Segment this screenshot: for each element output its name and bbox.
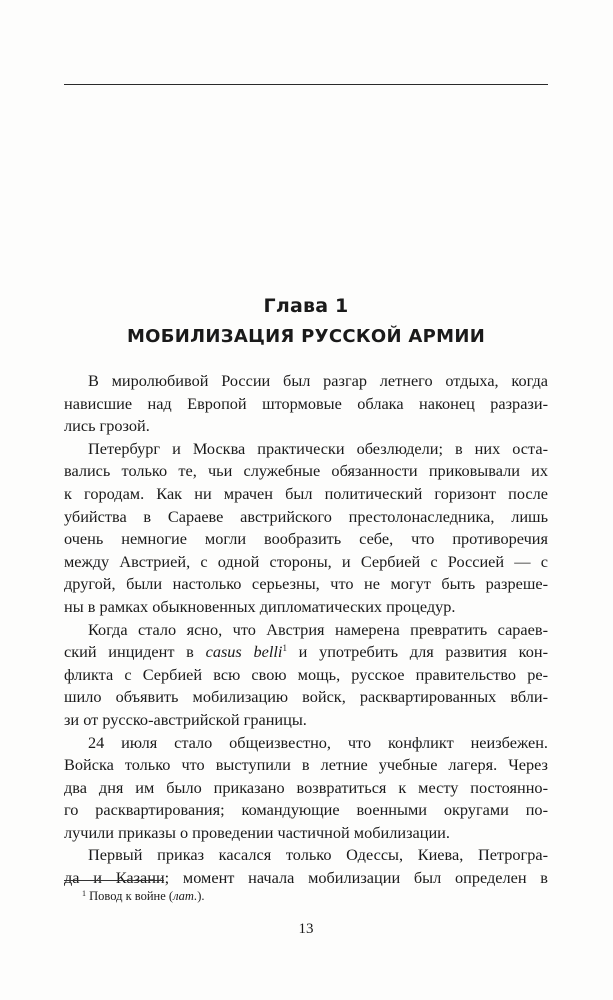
footnote-marker: 1	[82, 889, 86, 898]
text-line: да и Казани; момент начала мобилизации был определен в	[64, 868, 548, 888]
text-line: Первый приказ касался только Одессы, Киева, Петрогра-	[88, 845, 548, 865]
paragraph-4	[64, 732, 548, 845]
text-line: фликта с Сербией всю свою мощь, русское правительство ре-	[64, 664, 548, 684]
text-line: шило объявить мобилизацию войск, расквартированных вбли-	[64, 687, 548, 707]
text-line: ны в рамках обыкновенных дипломатических процедур.	[64, 596, 456, 616]
text-line: лись грозой.	[64, 416, 150, 436]
chapter-title: МОБИЛИЗАЦИЯ РУССКОЙ АРМИИ	[126, 326, 486, 347]
text-line: вались только те, чьи служебные обязанности приковывали их	[64, 461, 548, 481]
paragraph-2	[64, 438, 548, 619]
text-line: В миролюбивой России был разгар летнего отдыха, когда	[88, 371, 548, 390]
text-line: убийства в Сараеве австрийского престолонаследника, лишь	[64, 506, 548, 526]
text-line: лучили приказы о проведении частичной мобилизации.	[64, 822, 450, 842]
text-line: очень немногие могли вообразить себе, что противоречия	[64, 529, 548, 549]
text-line: между Австрией, с одной стороны, и Сербией с Россией — с	[64, 551, 548, 571]
text-line: к городам. Как ни мрачен был политический горизонт после	[64, 483, 548, 503]
footnote-reference[interactable]: 1	[282, 643, 287, 654]
paragraph-1	[64, 370, 548, 438]
text-line: нависшие над Европой штормовые облака наконец разрази-	[64, 393, 548, 413]
text-line: зи от русско-австрийской границы.	[64, 709, 307, 729]
text-line: Войска только что выступили в летние учебные лагеря. Через	[64, 755, 548, 775]
text-line: другой, были настолько серьезны, что не могут быть разреше-	[64, 574, 548, 594]
latin-term: casus belli	[205, 642, 283, 662]
paragraph-3	[64, 619, 548, 732]
header-rule	[64, 84, 548, 85]
text-line: го расквартирования; командующие военными округами по-	[64, 800, 548, 820]
footnote-rule	[64, 880, 164, 881]
footnote	[64, 888, 548, 904]
text-line: 24 июля стало общеизвестно, что конфликт неизбежен.	[88, 732, 548, 752]
footnote-text-end: ).	[197, 889, 205, 903]
footnote-text: Повод к войне (	[86, 889, 174, 903]
text-line: два дня им было приказано возвратиться к месту постоянно-	[64, 777, 548, 797]
text-fragment: ский инцидент в	[64, 642, 206, 662]
chapter-number: Глава 1	[263, 295, 349, 317]
paragraph-5	[64, 844, 548, 889]
footnote-abbrev: лат.	[173, 889, 198, 903]
text-line: Когда стало ясно, что Австрия намерена превратить сараев-	[88, 619, 548, 639]
text-line-with-footnote	[64, 641, 548, 664]
text-line: Петербург и Москва практически обезлюдели; в них оста-	[88, 438, 548, 458]
text-fragment: и употребить для развития кон-	[286, 642, 548, 662]
body-text	[64, 370, 548, 890]
page-number: 13	[298, 921, 314, 937]
